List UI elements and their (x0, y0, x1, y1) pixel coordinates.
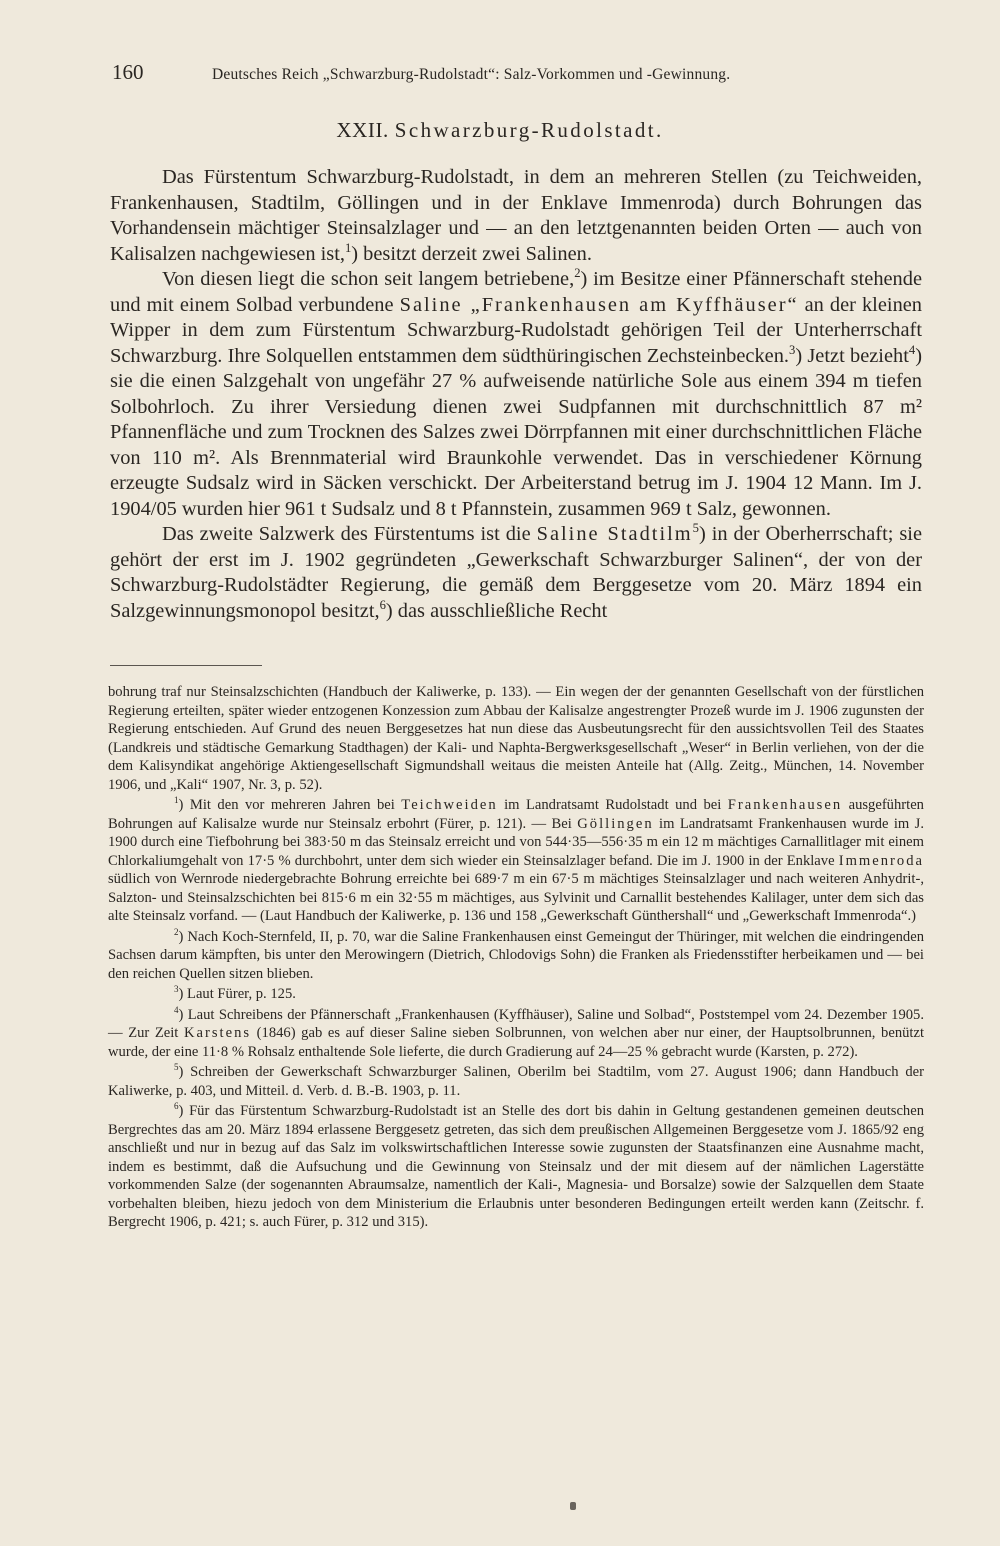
text-run: Das zweite Salzwerk des Fürstentums ist die (162, 523, 531, 545)
text-run: ) in der Oberherrschaft; sie gehört der erst im J. 1902 gegründeten „Gewerkschaft Schwarzburger Salinen“, der von der Schwarzburg-Rudolstädter Regierung, die gemäß dem Berggesetze vom 20. März 1894 ein Salzgewinnungsmonopol besitzt, (110, 523, 923, 622)
place-name: Teichweiden (401, 797, 498, 813)
text-run: ) Schreiben der Gewerkschaft Schwarzburger Salinen, Oberilm bei Stadtilm, vom 27. August 1906; dann Handbuch der Kaliwerke, p. 403, und Mitteil. d. Verb. d. B.-B. 1903, p. 11. (108, 1064, 924, 1099)
text-run: ) Mit den vor mehreren Jahren bei (178, 797, 395, 813)
paragraph-3 (110, 522, 922, 624)
text-run: an der kleinen Wipper in dem zum Fürstentum Schwarzburg-Rudolstadt gehörigen Teil der Unterherrschaft Schwarzburg. Ihre Solquellen entstammen dem südthüringischen Zechsteinbecken. (110, 293, 923, 367)
text-run: Das Fürstentum Schwarzburg-Rudolstadt, in dem an mehreren Stellen (zu Teichweiden, Frankenhausen, Stadtilm, Göllingen und in der Enklave Immenroda) durch Bohrungen das Vorhandensein mächtiger Steinsalzlager und — an den letztgenannten beiden Orten — auch von Kalisalzen nachgewiesen ist, (110, 166, 922, 265)
text-run: im Landratsamt Frankenhausen wurde im J. 1900 durch eine Tiefbohrung bei 383·50 m das Steinsalz erreicht und von 544·35—556·35 m ein 12 m mächtiges Carnallitlager mit einem Chlorkaliumgehalt von 17·5 % durchbohrt, unter dem sich wieder ein Steinsalzlager befand. Die im J. 1900 in der Enklave (108, 815, 925, 869)
text-run: ) Nach Koch-Sternfeld, II, p. 70, war die Saline Frankenhausen einst Gemeingut der Thüringer, mit welchen die eindringenden Sachsen darum kämpften, bis unter den Merowingern (Dietrich, Chlodovigs Sohn) die Franken als Friedensstifter herbeikamen und — bei den reichen Quellen sitzen blieben. (108, 928, 924, 982)
paragraph-1 (110, 165, 922, 267)
footnote-3 (108, 985, 924, 1004)
footnote-mark: 3 (174, 984, 179, 995)
main-text (110, 165, 922, 624)
text-run: im Landratsamt Rudolstadt und bei (504, 797, 722, 813)
section-numeral: XXII. (336, 118, 389, 142)
place-name: Göllingen (577, 815, 654, 832)
print-mark (570, 1502, 576, 1510)
section-heading (0, 118, 1000, 143)
footnote-mark: 5 (174, 1062, 179, 1073)
footnote-4 (108, 1006, 924, 1062)
text-run: ) Für das Fürstentum Schwarzburg-Rudolstadt ist an Stelle des dort bis dahin in Geltung gestandenen gemeinen deutschen Bergrechtes das am 20. März 1894 erlassene Berggesetz getreten, das sich dem preußischen Allgemeinen Berggesetze vom J. 1865/92 eng anschließt und nur in bezug auf das Salz im volkswirtschaftlichen Interesse sowie zugunsten der Staatsfinanzen eine Ausnahme macht, indem es bestimmt, daß die Aufsuchung und die Gewinnung von Steinsalz und der mit diesem auf der nämlichen Lagerstätte vorkommenden Salze (der sogenannten Abraumsalze, namentlich der Kali-, Magnesia- und Borsalze) sowie der Salzquellen dem Staate vorbehalten bleiben, hiezu jedoch von dem Ministerium die Erlaubnis unter besonderen Bedingungen erteilt werden kann (Zeitschr. f. Bergrecht 1906, p. 421; s. auch Fürer, p. 312 und 315). (108, 1103, 924, 1230)
footnotes (108, 683, 924, 1234)
paragraph-2 (110, 267, 922, 522)
text-run: (1846) gab es auf dieser Saline sieben Solbrunnen, von welchen aber nur einer, der Hauptsolbrunnen, benützt wurde, der eine 11·8 % Rohsalz enthaltende Sole lieferte, die durch Gradierung auf 24—25 % gebracht wurde (Karsten, p. 272). (108, 1025, 925, 1060)
text-run: ) das ausschließliche Recht (385, 599, 608, 622)
footnote-ref-1: 1 (344, 240, 352, 255)
text-run: Von diesen liegt die schon seit langem betriebene, (162, 268, 575, 290)
person-name: Karstens (183, 1025, 252, 1041)
footnote-continuation: bohrung traf nur Steinsalzschichten (Handbuch der Kaliwerke, p. 133). — Ein wegen der der genannten Gesellschaft von der fürstlichen Regierung erteilten, später wieder entzogenen Konzession zum Abbau der Kalisalze angestrengter Prozeß wurde im J. 1906 zugunsten der Regierung entschieden. Auf Grund des neuen Berggesetzes hat nun diese das Ausbeutungsrecht für den aussichtsvollen Teil des Staates (Landkreis und städtische Gemarkung Stadthagen) der Kali- und Naphta-Bergwerksgesellschaft „Weser“ in Berlin verliehen, von der die dem Kalisyndikat angehörige Aktiengesellschaft Sigmundshall weitaus die meisten Anteile hat (Allg. Zeitg., München, 14. November 1906, und „Kali“ 1907, Nr. 3, p. 52). (108, 684, 924, 793)
section-title: Schwarzburg-Rudolstadt. (394, 118, 664, 142)
page-header (112, 60, 832, 90)
footnote-mark: 2 (174, 926, 179, 937)
text-run: ausgeführten Bohrungen auf Kalisalze wurde nur Steinsalz erbohrt (Fürer, p. 121). — Bei (108, 797, 924, 832)
running-head: Deutsches Reich „Schwarzburg-Rudolstadt“: Salz-Vorkommen und -Gewinnung. (212, 66, 731, 83)
footnote-ref-6: 6 (379, 597, 386, 612)
saline-name-stadtilm: Saline Stadtilm (536, 523, 693, 545)
footnote-ref-3: 3 (789, 342, 796, 357)
text-run: ) im Besitze einer Pfännerschaft stehende und mit einem Solbad verbundene (110, 268, 923, 316)
footnote-ref-4: 4 (908, 342, 916, 357)
footnote-1 (108, 796, 924, 926)
text-run: ) Jetzt bezieht (795, 344, 909, 367)
saline-name-frankenhausen: Saline „Frankenhausen am Kyffhäuser“ (399, 293, 799, 316)
footnote-5 (108, 1063, 924, 1100)
footnote-divider (110, 665, 262, 666)
text-run: ) Laut Schreibens der Pfännerschaft „Frankenhausen (Kyffhäuser), Saline und Solbad“, Poststempel vom 24. Dezember 1905. — Zur Zeit (108, 1006, 924, 1041)
footnote-ref-2: 2 (574, 266, 581, 281)
footnote-2 (108, 928, 924, 984)
text-run: ) Laut Fürer, p. 125. (178, 986, 296, 1002)
footnote-6 (108, 1102, 924, 1232)
text-run: ) sie die einen Salzgehalt von ungefähr 27 % aufweisende natürliche Sole aus einem 394 m tiefen Solbohrloch. Zu ihrer Versiedung dienen zwei Sudpfannen mit durchschnittlich 87 m² Pfannenfläche und zum Trocknen des Salzes zwei Dörrpfannen mit einer durchschnittlichen Fläche von 110 m². Als Brennmaterial wird Braunkohle verwendet. Das in verschiedener Körnung erzeugte Sudsalz wird in Säcken verschickt. Der Arbeiterstand betrug im J. 1904 12 Mann. Im J. 1904/05 wurden hier 961 t Sudsalz und 8 t Pfannstein, zusammen 969 t Salz, gewonnen. (110, 344, 922, 520)
place-name: Immenroda (838, 852, 924, 869)
text-run: südlich von Wernrode niedergebrachte Bohrung erreichte bei 689·7 m ein 67·5 m mächtiges Steinsalzlager und nach weiteren Anhydrit-, Salzton- und Steinsalzschichten bei 815·6 m ein 32·55 m mächtiges, aus Sylvinit und Carnallit bestehendes Kalilager, unter dem sich das alte Steinsalz vorfand. — (Laut Handbuch der Kaliwerke, p. 136 und 158 „Gewerkschaft Günthershall“ und „Gewerkschaft Immenroda“.) (108, 871, 924, 924)
text-run: ) besitzt derzeit zwei Salinen. (351, 242, 592, 265)
footnote-mark: 1 (174, 795, 179, 806)
footnote-ref-5: 5 (692, 521, 699, 536)
footnote-mark: 6 (174, 1101, 179, 1112)
footnote-mark: 4 (174, 1004, 179, 1015)
page-number: 160 (112, 60, 144, 84)
place-name: Frankenhausen (727, 797, 843, 813)
